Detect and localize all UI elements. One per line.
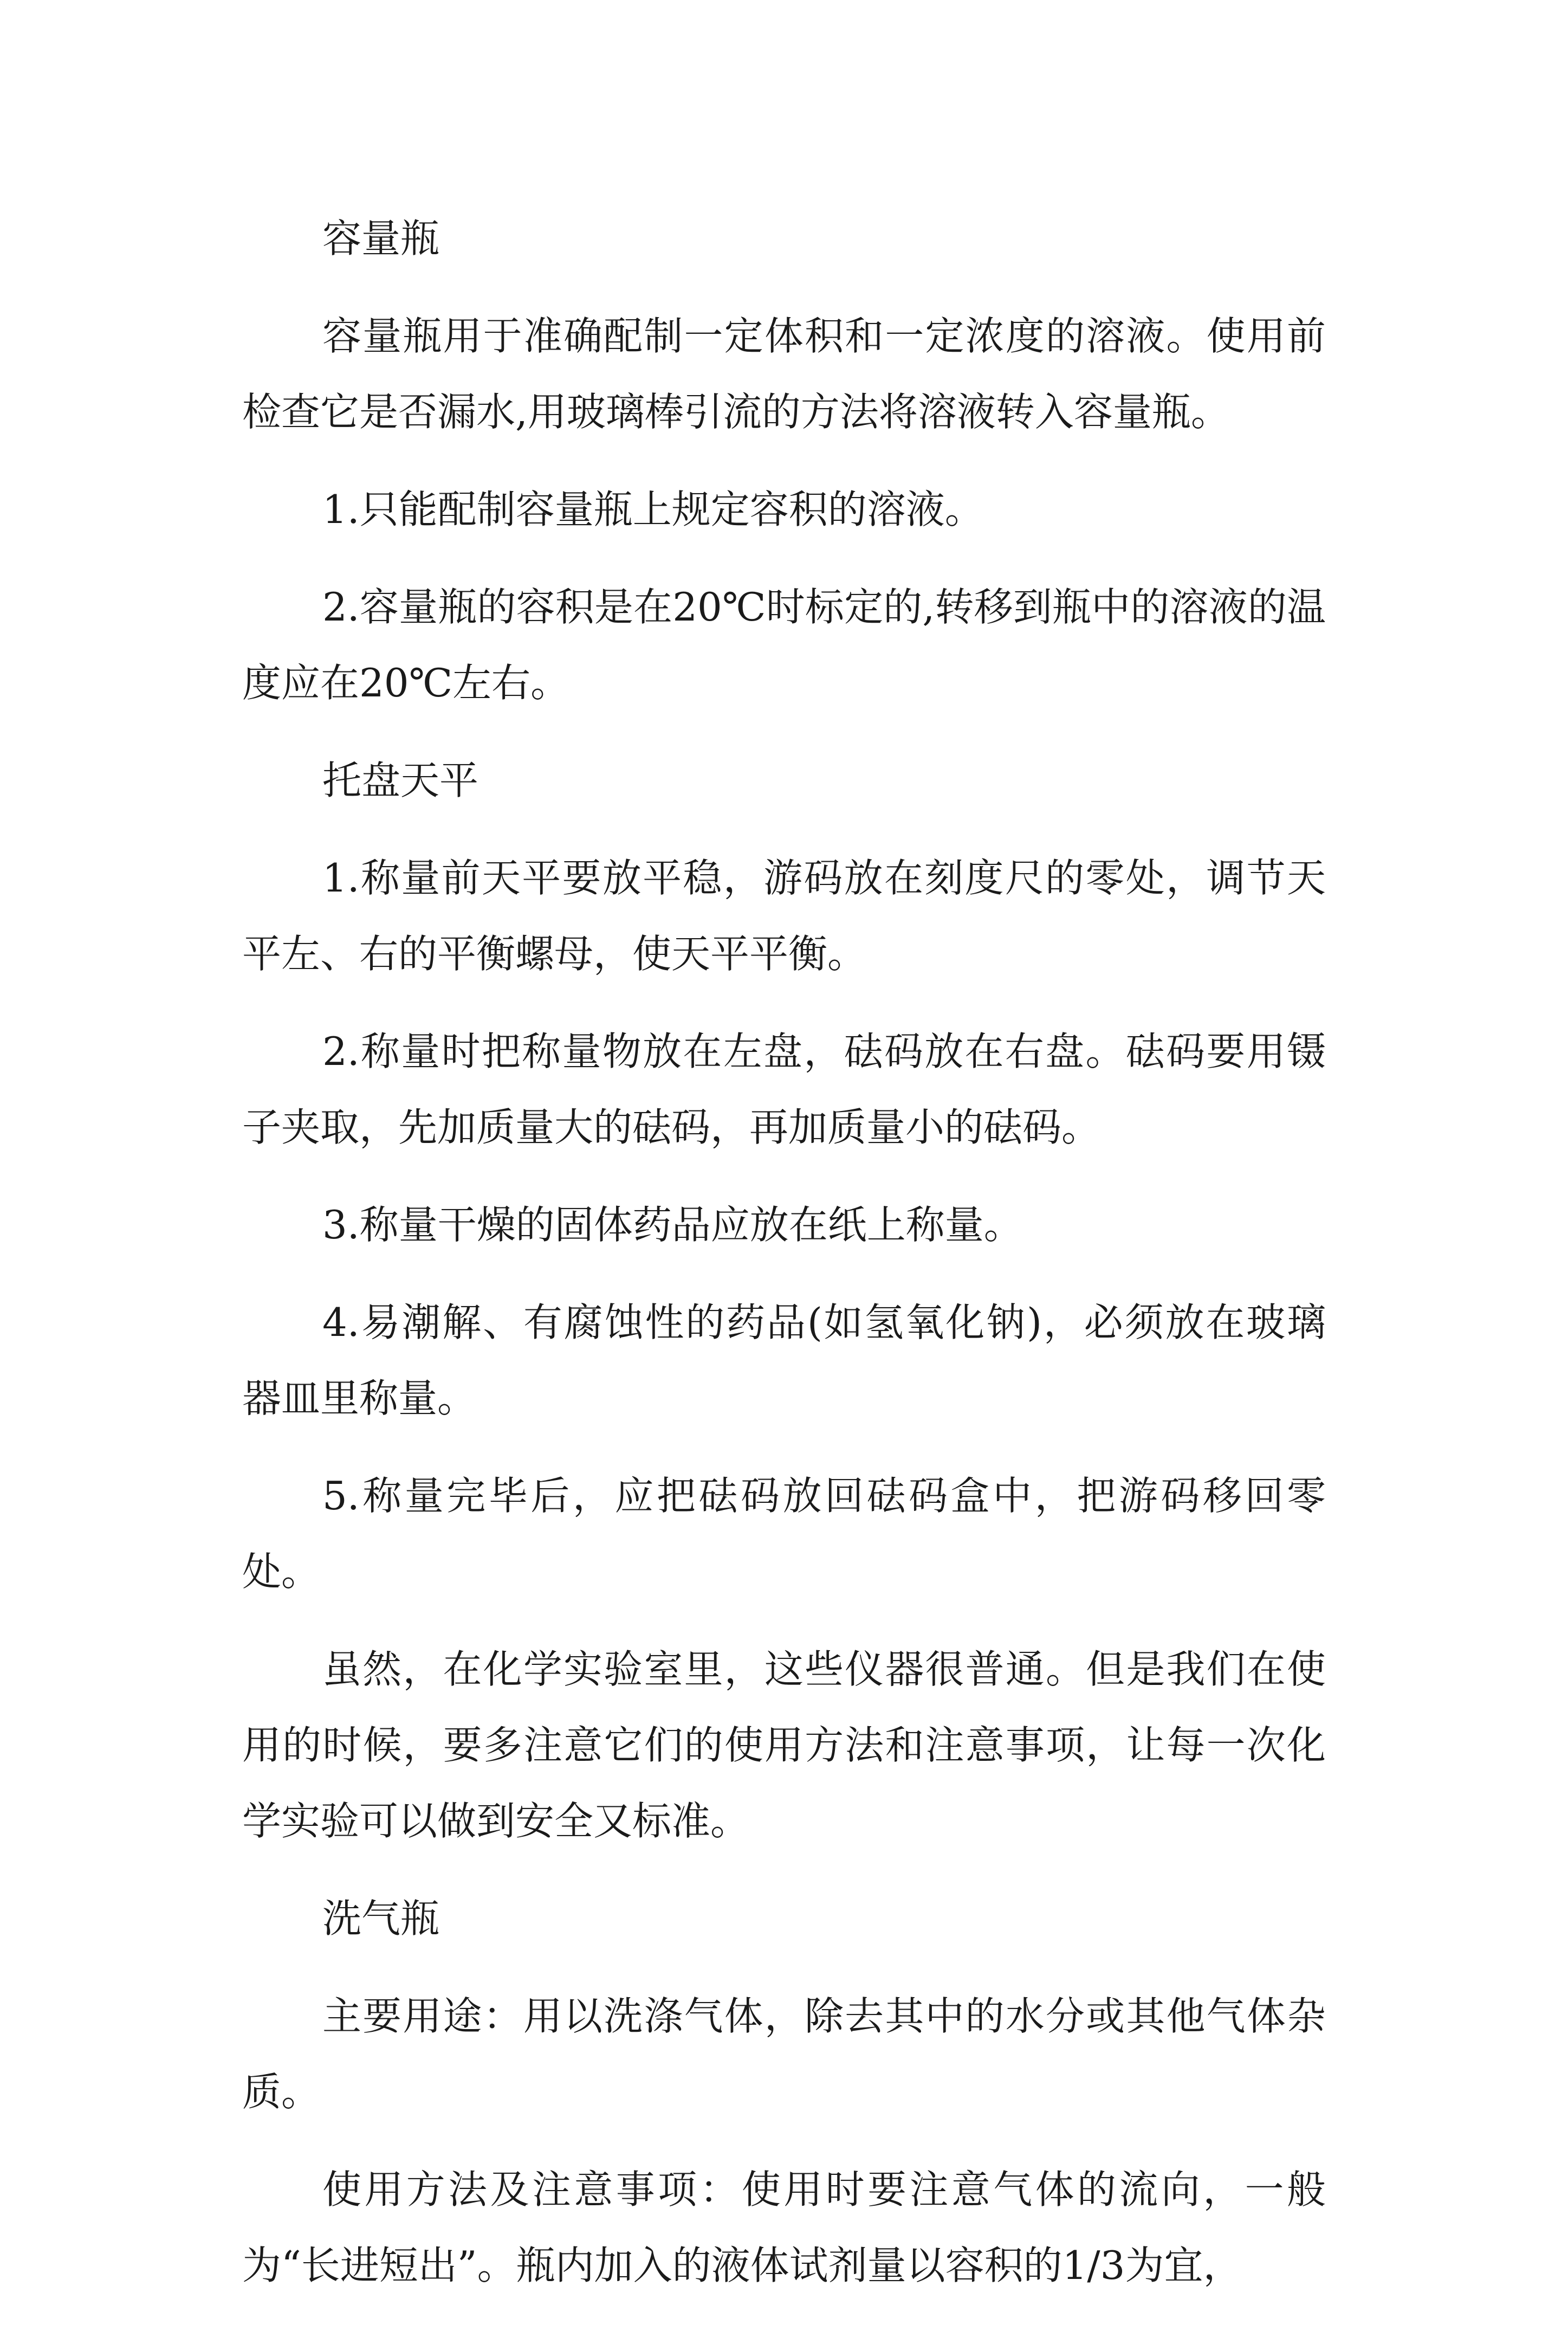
paragraph-volumetric-flask-intro: 容量瓶用于准确配制一定体积和一定浓度的溶液。使用前检查它是否漏水,用玻璃棒引流的方法将溶液转入容量瓶。 xyxy=(242,313,1326,435)
paragraph-balance-step-2: 2.称量时把称量物放在左盘，砝码放在右盘。砝码要用镊子夹取，先加质量大的砝码，再加质量小的砝码。 xyxy=(242,1029,1326,1150)
paragraph-volumetric-flask-note-2: 2.容量瓶的容积是在20℃时标定的,转移到瓶中的溶液的温度应在20℃左右。 xyxy=(242,584,1326,706)
paragraph-balance-step-5: 5.称量完毕后，应把砝码放回砝码盒中，把游码移回零处。 xyxy=(242,1473,1326,1594)
document-body xyxy=(242,201,1326,2325)
section-heading-volumetric-flask: 容量瓶 xyxy=(322,216,440,261)
section-heading-gas-washing-bottle: 洗气瓶 xyxy=(322,1896,440,1941)
paragraph-gas-washing-method: 使用方法及注意事项：使用时要注意气体的流向，一般为“长进短出”。瓶内加入的液体试剂量以容积的1/3为宜， xyxy=(242,2167,1326,2288)
section-heading-tray-balance: 托盘天平 xyxy=(322,758,479,803)
paragraph-gas-washing-usage: 主要用途：用以洗涤气体，除去其中的水分或其他气体杂质。 xyxy=(242,1993,1326,2115)
paragraph-summary: 虽然，在化学实验室里，这些仪器很普通。但是我们在使用的时候，要多注意它们的使用方法和注意事项，让每一次化学实验可以做到安全又标准。 xyxy=(242,1646,1326,1844)
paragraph-balance-step-1: 1.称量前天平要放平稳，游码放在刻度尺的零处，调节天平左、右的平衡螺母，使天平平衡。 xyxy=(242,855,1326,977)
paragraph-balance-step-3: 3.称量干燥的固体药品应放在纸上称量。 xyxy=(322,1202,1023,1248)
paragraph-balance-step-4: 4.易潮解、有腐蚀性的药品(如氢氧化钠)，必须放在玻璃器皿里称量。 xyxy=(242,1300,1326,1421)
paragraph-volumetric-flask-note-1: 1.只能配制容量瓶上规定容积的溶液。 xyxy=(322,487,984,532)
